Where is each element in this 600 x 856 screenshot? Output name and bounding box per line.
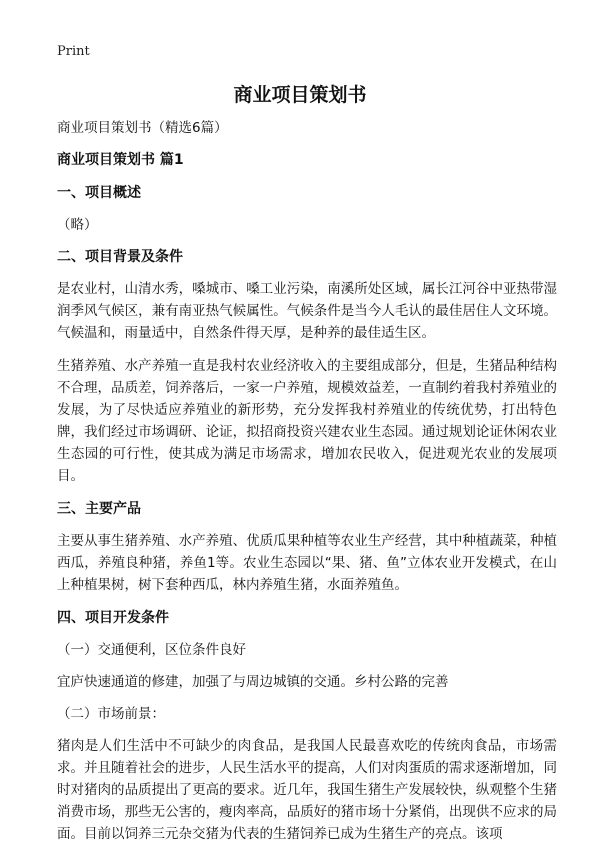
print-link[interactable]: Print: [57, 44, 90, 59]
document-body: [57, 117, 557, 856]
paragraph-products: 主要从事生猪养殖、水产养殖、优质瓜果种植等农业生产经营，其中种植蔬菜，种植西瓜，养殖良种猪，养鱼1等。农业生态园以“果、猪、鱼”立体农业开发模式，在山上种植果树，树下套种西瓜，林内养殖生猪，水面养殖鱼。: [57, 533, 557, 593]
paragraph-conditions-1: （一）交通便利，区位条件良好: [57, 642, 246, 658]
document-subtitle: 商业项目策划书（精选6篇）: [57, 120, 228, 136]
article-title: 商业项目策划书 篇1: [57, 152, 184, 168]
section-heading-overview: 一、项目概述: [57, 185, 141, 201]
section-heading-products: 三、主要产品: [57, 501, 141, 517]
paragraph-overview: （略）: [57, 217, 98, 233]
paragraph-conditions-3: （二）市场前景：: [57, 706, 165, 722]
paragraph-background-2: 生猪养殖、水产养殖一直是我村农业经济收入的主要组成部分，但是，生猪品种结构不合理，品质差，饲养落后，一家一户养殖，规模效益差，一直制约着我村养殖业的发展，为了尽快适应养殖业的新形势，充分发挥我村养殖业的传统优势，打出特色牌，我们经过市场调研、论证，拟招商投资兴建农业生态园。通过规划论证休闲农业生态园的可行性，使其成为满足市场需求，增加农民收入，促进观光农业的发展项目。: [57, 358, 557, 484]
paragraph-background-1: 是农业村，山清水秀，嗓城市、嗓工业污染，南溪所处区域，属长江河谷中亚热带湿润季风气候区，兼有南亚热气候属性。气候条件是当今人毛认的最佳居住人文环境。气候温和，雨量适中，自然条件得天厚，是种养的最佳适生区。: [57, 281, 557, 341]
document-title: 商业项目策划书: [233, 84, 367, 106]
paragraph-conditions-2: 宜庐快速通道的修建，加强了与周边城镇的交通。乡村公路的完善: [57, 674, 449, 690]
section-heading-background: 二、项目背景及条件: [57, 249, 183, 265]
section-heading-conditions: 四、项目开发条件: [57, 610, 169, 626]
paragraph-conditions-4: 猪肉是人们生活中不可缺少的肉食品，是我国人民最喜欢吃的传统肉食品，市场需求。并且随着社会的进步，人民生活水平的提高，人们对肉蛋质的需求逐渐增加，同时对猪肉的品质提出了更高的要求。近几年，我国生猪生产发展较快，纵观整个生猪消费市场，那些无公害的，瘦肉率高，品质好的猪市场十分紧俏，出现供不应求的局面。目前以饲养三元杂交猪为代表的生猪饲养已成为生猪生产的亮点。该项: [57, 738, 557, 842]
